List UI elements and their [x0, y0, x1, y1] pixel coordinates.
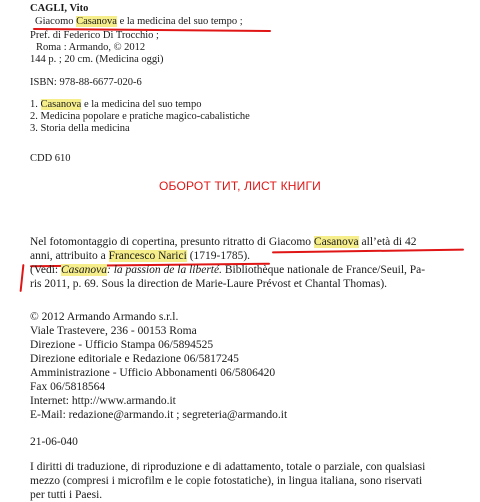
fax-line: Fax 06/5818564 [30, 381, 106, 393]
book-title-post: e la medicina del suo tempo ; [116, 16, 243, 27]
cover-line-1 [30, 236, 416, 249]
book-title-pre: Giacomo [35, 16, 77, 27]
code-line: 21-06-040 [30, 436, 78, 448]
editorial-line: Direzione editoriale e Redazione 06/5817245 [30, 353, 239, 365]
copyright-line: © 2012 Armando Armando s.r.l. [30, 311, 179, 323]
cover-line-2-highlight: Francesco Narici [108, 250, 187, 262]
cover-line-3-post: Bibliothèque nationale de France/Seuil, Pa- [221, 264, 426, 276]
cover-line-3 [30, 264, 425, 277]
admin-line: Amministrazione - Ufficio Abbonamenti 06/5806420 [30, 367, 276, 379]
cover-line-3-pre: (Vedi: [30, 264, 61, 276]
isbn-line: ISBN: 978-88-6677-020-6 [30, 77, 142, 88]
cover-red-underline-1 [272, 249, 464, 254]
cover-line-4: ris 2011, p. 69. Sous la direction de Marie-Laure Prévost et Chantal Thomas). [30, 278, 388, 290]
book-title-highlight: Casanova [76, 16, 117, 27]
author-name: CAGLI, Vito [30, 3, 89, 14]
publisher-line: Roma : Armando, © 2012 [36, 42, 146, 53]
cdd-line: CDD 610 [30, 153, 71, 164]
rights-line-2: mezzo (compresi i microfilm e le copie fotostatiche), in lingua italiana, sono riservati [30, 475, 423, 487]
cover-line-3-italic: : la passion de la liberté. [106, 264, 222, 276]
cover-line-2-pre: anni, attribuito a [30, 250, 109, 262]
subject-2: 2. Medicina popolare e pratiche magico-cabalistiche [30, 111, 250, 122]
cover-line-1-post: all’età di 42 [358, 236, 417, 248]
email-line: E-Mail: redazione@armando.it ; segreteria@armando.it [30, 409, 288, 421]
subject-1-highlight: Casanova [40, 99, 82, 110]
cover-line-3-highlight: Casanova [60, 264, 107, 276]
cover-line-1-pre: Nel fotomontaggio di copertina, presunto ritratto di Giacomo [30, 236, 314, 248]
cover-line-2-post: (1719-1785). [186, 250, 251, 262]
subject-3: 3. Storia della medicina [30, 123, 130, 134]
subject-1-number: 1. [30, 99, 41, 110]
rights-line-3: per tutti i Paesi. [30, 489, 103, 501]
cover-line-2 [30, 250, 250, 263]
internet-line: Internet: http://www.armando.it [30, 395, 176, 407]
preface-line: Pref. di Federico Di Trocchio ; [30, 30, 159, 41]
press-line: Direzione - Ufficio Stampa 06/5894525 [30, 339, 214, 351]
annotation-note: ОБОРОТ ТИТ, ЛИСТ КНИГИ [158, 179, 321, 193]
book-title [35, 16, 243, 28]
cover-line-1-highlight: Casanova [313, 236, 359, 248]
rights-line-1: I diritti di traduzione, di riproduzione e di adattamento, totale o parziale, con qualsiasi [30, 461, 426, 473]
address-line: Viale Trastevere, 236 - 00153 Roma [30, 325, 197, 337]
subject-1 [30, 99, 201, 111]
pages-line: 144 p. ; 20 cm. (Medicina oggi) [30, 54, 164, 65]
margin-red-mark [20, 264, 25, 292]
subject-1-rest: e la medicina del suo tempo [81, 99, 202, 110]
